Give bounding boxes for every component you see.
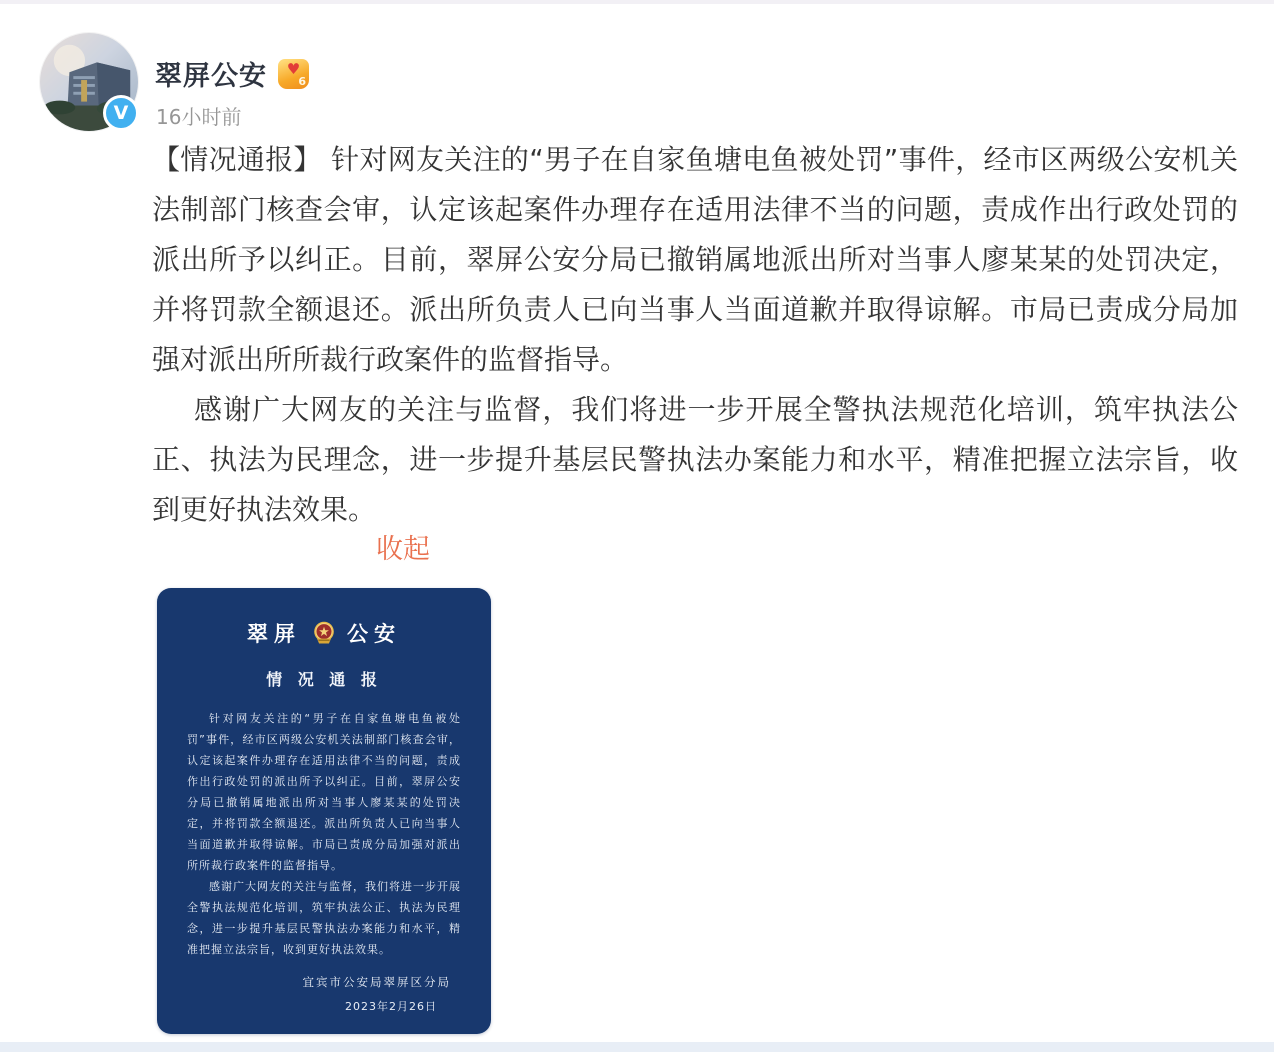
post-paragraph-1: 【情况通报】 针对网友关注的“男子在自家鱼塘电鱼被处罚”事件，经市区两级公安机关法制部门核查会审，认定该起案件办理存在适用法律不当的问题，责成作出行政处罚的派出所予以纠正。目前，翠屏公安分局已撤销属地派出所对当事人廖某某的处罚决定，并将罚款全额退还。派出所负责人已向当事人当面道歉并取得谅解。市局已责成分局加强对派出所所裁行政案件的监督指导。 (152, 143, 1238, 376)
notice-paragraph-2: 感谢广大网友的关注与监督，我们将进一步开展全警执法规范化培训，筑牢执法公正、执法为民理念，进一步提升基层民警执法办案能力和水平，精准把握立法宗旨，收到更好执法效果。 (187, 880, 461, 956)
username-row (155, 54, 309, 93)
page-top-divider (0, 0, 1274, 4)
police-emblem-icon (310, 619, 338, 647)
page-bottom-divider (0, 1042, 1274, 1052)
post-body (152, 135, 1238, 535)
notice-title-right: 公安 (347, 622, 401, 646)
notice-paragraph-1: 针对网友关注的“男子在自家鱼塘电鱼被处罚”事件，经市区两级公安机关法制部门核查会审，认定该起案件办理存在适用法律不当的问题，责成作出行政处罚的派出所予以纠正。目前，翠屏公安分局已撤销属地派出所对当事人廖某某的处罚决定，并将罚款全额退还。派出所负责人已向当事人当面道歉并取得谅解。市局已责成分局加强对派出所所裁行政案件的监督指导。 (187, 712, 461, 872)
notice-subtitle: 情 况 通 报 (266, 670, 382, 689)
username[interactable]: 翠屏公安 (155, 61, 267, 92)
notice-title (187, 618, 461, 648)
verified-v-icon: V (103, 95, 139, 131)
notice-image-card[interactable] (157, 588, 491, 1034)
notice-body (187, 708, 461, 960)
collapse-link[interactable]: 收起 (376, 534, 430, 565)
notice-title-left: 翠屏 (247, 622, 301, 646)
notice-signature: 宜宾市公安局翠屏区分局 (302, 975, 451, 989)
anniversary-badge-icon[interactable]: ♥ 6 (278, 59, 309, 89)
post-paragraph-2: 感谢广大网友的关注与监督，我们将进一步开展全警执法规范化培训，筑牢执法公正、执法为民理念，进一步提升基层民警执法办案能力和水平，精准把握立法宗旨，收到更好执法效果。 (152, 393, 1238, 526)
notice-date: 2023年2月26日 (345, 1000, 437, 1013)
heart-icon: ♥ (286, 59, 301, 78)
timestamp[interactable]: 16小时前 (156, 105, 242, 129)
